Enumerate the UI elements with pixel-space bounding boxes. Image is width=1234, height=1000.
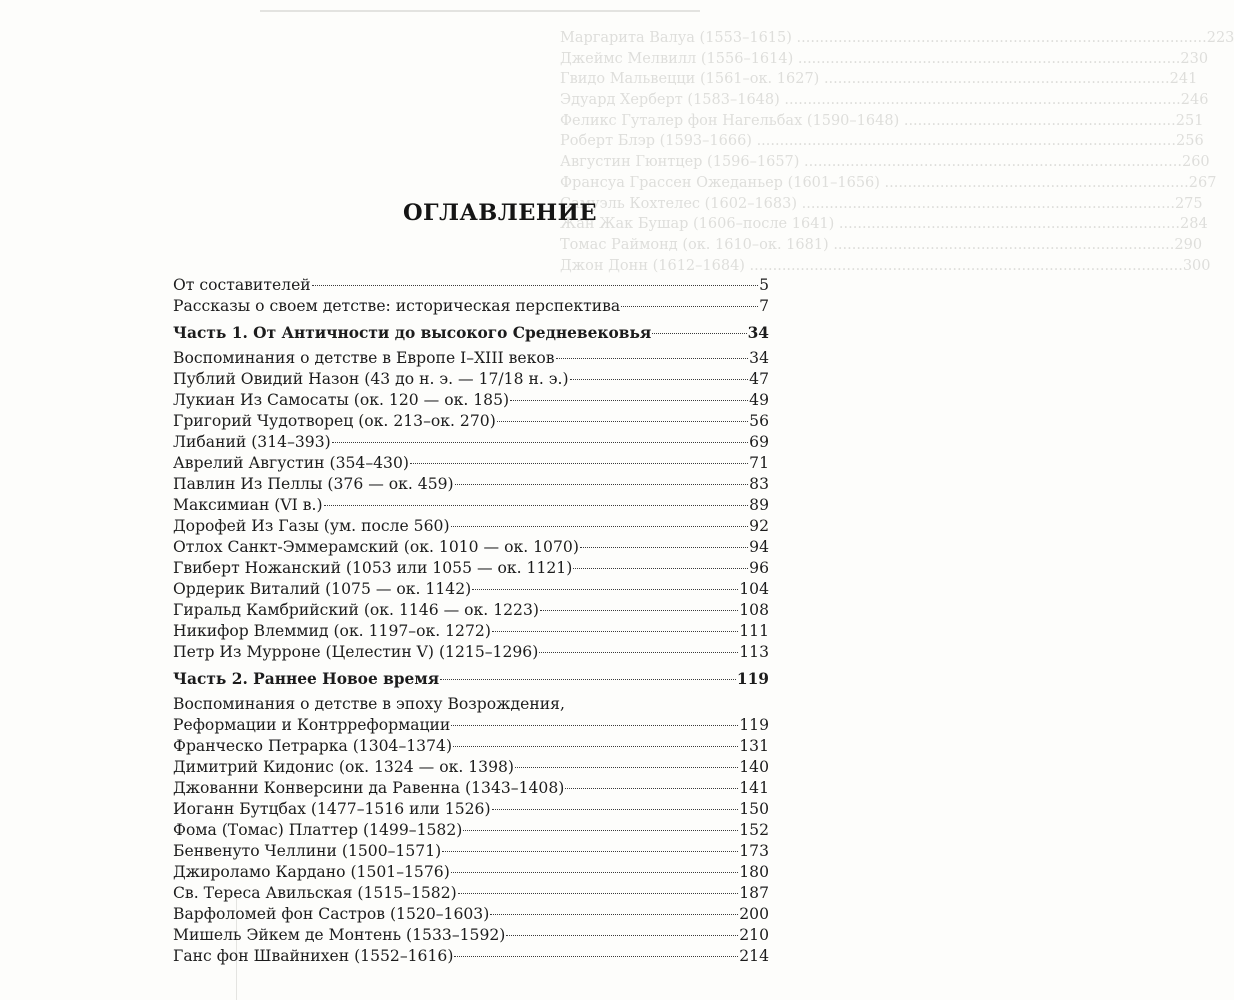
toc-entry[interactable] <box>173 348 769 369</box>
toc-page-number: 34 <box>749 349 769 367</box>
part-heading-title: Часть 1. От Античности до высокого Средневековья <box>173 324 652 342</box>
dot-leader <box>455 484 749 485</box>
toc-page-number: 113 <box>739 643 769 661</box>
toc-entry-intro-line2[interactable] <box>173 715 769 736</box>
dot-leader <box>506 935 738 936</box>
toc-page-number: 119 <box>736 670 769 688</box>
bleed-line: Франсуа Грассен Ожеданьер (1601–1656) ..................................................................267 <box>560 174 1217 191</box>
toc-entry-title: Павлин Из Пеллы (376 — ок. 459) <box>173 475 454 493</box>
toc-entry-title: Бенвенуто Челлини (1500–1571) <box>173 842 442 860</box>
dot-leader <box>463 830 738 831</box>
toc-entry-intro-line1[interactable] <box>173 694 769 715</box>
toc-entry-title: Мишель Эйкем де Монтень (1533–1592) <box>173 926 506 944</box>
dot-leader <box>451 725 738 726</box>
dot-leader <box>621 306 758 307</box>
toc-entry[interactable] <box>173 369 769 390</box>
dot-leader <box>442 851 738 852</box>
toc-page-number: 104 <box>739 580 769 598</box>
toc-page-number: 131 <box>739 737 769 755</box>
toc-page-number: 47 <box>749 370 769 388</box>
bleed-line: Жан Жак Бушар (1606–после 1641) ..........................................................................284 <box>560 216 1208 233</box>
toc-entry-title: Григорий Чудотворец (ок. 213–ок. 270) <box>173 412 496 430</box>
table-of-contents <box>173 275 769 967</box>
toc-page-number: 108 <box>739 601 769 619</box>
toc-page-number: 141 <box>739 779 769 797</box>
toc-entry-title: Джироламо Кардано (1501–1576) <box>173 863 450 881</box>
toc-entry-title: Реформации и Контрреформации <box>173 716 451 734</box>
toc-page-number: 71 <box>749 454 769 472</box>
bleed-line: Томас Раймонд (ок. 1610–ок. 1681) ..........................................................................290 <box>560 236 1203 253</box>
toc-page-number: 214 <box>739 947 769 965</box>
toc-entry[interactable] <box>173 736 769 757</box>
toc-entry-title: Димитрий Кидонис (ок. 1324 — ок. 1398) <box>173 758 515 776</box>
dot-leader <box>451 872 738 873</box>
bleed-line: Джон Донн (1612–1684) ..............................................................................................300 <box>560 257 1211 274</box>
toc-part-heading-1[interactable] <box>173 323 769 344</box>
dot-leader <box>652 333 746 334</box>
toc-entry[interactable] <box>173 862 769 883</box>
toc-entry-title: Воспоминания о детстве в Европе I–XIII веков <box>173 349 555 367</box>
toc-entry[interactable] <box>173 432 769 453</box>
toc-entry-title: Дорофей Из Газы (ум. после 560) <box>173 517 450 535</box>
toc-page-number: 94 <box>749 538 769 556</box>
dot-leader <box>451 526 749 527</box>
top-edge-shadow <box>260 10 700 12</box>
bleed-line: Маргарита Валуа (1553–1615) .........................................................................................223 <box>560 30 1234 46</box>
dot-leader <box>580 547 748 548</box>
dot-leader <box>453 746 738 747</box>
toc-page-number: 69 <box>749 433 769 451</box>
toc-entry[interactable] <box>173 474 769 495</box>
dot-leader <box>458 893 739 894</box>
toc-entry-title: Ордерик Виталий (1075 — ок. 1142) <box>173 580 472 598</box>
dot-leader <box>472 589 738 590</box>
toc-entry-title: Гвиберт Ножанский (1053 или 1055 — ок. 1121) <box>173 559 573 577</box>
toc-entry-title: Джованни Конверсини да Равенна (1343–1408) <box>173 779 565 797</box>
dot-leader <box>492 631 738 632</box>
dot-leader <box>497 421 748 422</box>
toc-page-number: 150 <box>739 800 769 818</box>
bleed-line: Гвидо Мальвецци (1561–ок. 1627) ...........................................................................241 <box>560 71 1198 88</box>
toc-page-number: 152 <box>739 821 769 839</box>
toc-entry[interactable] <box>173 453 769 474</box>
toc-entry[interactable] <box>173 495 769 516</box>
page-title: ОГЛАВЛЕНИЕ <box>402 200 598 226</box>
toc-entry-title: Ганс фон Швайнихен (1552–1616) <box>173 947 454 965</box>
dot-leader <box>312 285 758 286</box>
toc-entry-preface[interactable] <box>173 275 769 296</box>
toc-page-number: 173 <box>739 842 769 860</box>
toc-entry[interactable] <box>173 537 769 558</box>
toc-entry-title: Иоганн Бутцбах (1477–1516 или 1526) <box>173 800 491 818</box>
bleed-line: Феликс Гуталер фон Нагельбах (1590–1648) ...........................................................251 <box>560 112 1204 129</box>
toc-entry-title: Гиральд Камбрийский (ок. 1146 — ок. 1223) <box>173 601 539 619</box>
toc-entry[interactable] <box>173 778 769 799</box>
toc-entry-title: Аврелий Августин (354–430) <box>173 454 409 472</box>
toc-entry-title: От составителей <box>173 276 311 294</box>
dot-leader <box>565 788 738 789</box>
toc-entry[interactable] <box>173 600 769 621</box>
bleed-line: Роберт Блэр (1593–1666) ...........................................................................................256 <box>560 133 1204 150</box>
toc-entry[interactable] <box>173 946 769 967</box>
toc-entry-title: Отлох Санкт-Эммерамский (ок. 1010 — ок. 1070) <box>173 538 579 556</box>
toc-entry[interactable] <box>173 411 769 432</box>
toc-entry-title: Варфоломей фон Састров (1520–1603) <box>173 905 490 923</box>
bleed-line: Эдуард Херберт (1583–1648) ......................................................................................246 <box>560 92 1209 109</box>
dot-leader <box>556 358 749 359</box>
toc-page-number: 111 <box>739 622 769 640</box>
toc-entry[interactable] <box>173 883 769 904</box>
toc-page-number: 210 <box>739 926 769 944</box>
toc-entry[interactable] <box>173 579 769 600</box>
toc-page-number: 89 <box>749 496 769 514</box>
toc-entry-title: Фома (Томас) Платтер (1499–1582) <box>173 821 463 839</box>
toc-entry-title: Воспоминания о детстве в эпоху Возрождения, <box>173 695 565 713</box>
toc-entry[interactable] <box>173 558 769 579</box>
bleed-line: Августин Гюнтцер (1596–1657) ..................................................................................260 <box>560 154 1210 171</box>
toc-entry[interactable] <box>173 516 769 537</box>
toc-page-number: 49 <box>749 391 769 409</box>
toc-entry-title: Рассказы о своем детстве: историческая перспектива <box>173 297 621 315</box>
toc-entry-title: Франческо Петрарка (1304–1374) <box>173 737 453 755</box>
dot-leader <box>510 400 748 401</box>
toc-entry-title: Лукиан Из Самосаты (ок. 120 — ок. 185) <box>173 391 510 409</box>
bleed-through-text <box>560 28 1234 276</box>
bleed-line: Самуэль Кохтелес (1602–1683) .................................................................................275 <box>560 195 1203 212</box>
toc-page-number: 180 <box>739 863 769 881</box>
dot-leader <box>573 568 748 569</box>
dot-leader <box>492 809 739 810</box>
toc-entry[interactable] <box>173 757 769 778</box>
toc-part-heading-2[interactable] <box>173 669 769 690</box>
dot-leader <box>454 956 738 957</box>
toc-entry-title: Либаний (314–393) <box>173 433 331 451</box>
toc-entry-title: Публий Овидий Назон (43 до н. э. — 17/18 н. э.) <box>173 370 569 388</box>
toc-page-number: 83 <box>749 475 769 493</box>
toc-entry[interactable] <box>173 904 769 925</box>
dot-leader <box>490 914 738 915</box>
dot-leader <box>410 463 748 464</box>
toc-entry-introduction[interactable] <box>173 296 769 317</box>
toc-entry[interactable] <box>173 925 769 946</box>
dot-leader <box>440 679 736 680</box>
toc-entry-title: Петр Из Мурроне (Целестин V) (1215–1296) <box>173 643 539 661</box>
toc-page-number: 56 <box>749 412 769 430</box>
toc-page-number: 96 <box>749 559 769 577</box>
toc-entry[interactable] <box>173 799 769 820</box>
toc-entry-title: Никифор Влеммид (ок. 1197–ок. 1272) <box>173 622 491 640</box>
toc-page-number: 140 <box>739 758 769 776</box>
dot-leader <box>324 505 749 506</box>
toc-page-number: 92 <box>749 517 769 535</box>
toc-page-number: 5 <box>759 276 769 294</box>
bleed-line: Джеймс Мелвилл (1556–1614) ...................................................................................230 <box>560 50 1209 67</box>
toc-page-number: 34 <box>747 324 769 342</box>
dot-leader <box>539 652 738 653</box>
toc-page-number: 200 <box>739 905 769 923</box>
toc-page-number: 7 <box>759 297 769 315</box>
toc-entry[interactable] <box>173 642 769 663</box>
toc-page-number: 119 <box>739 716 769 734</box>
toc-entry[interactable] <box>173 841 769 862</box>
toc-entry[interactable] <box>173 621 769 642</box>
toc-entry[interactable] <box>173 390 769 411</box>
toc-entry[interactable] <box>173 820 769 841</box>
toc-entry-title: Максимиан (VI в.) <box>173 496 323 514</box>
toc-page-number: 187 <box>739 884 769 902</box>
dot-leader <box>540 610 738 611</box>
dot-leader <box>332 442 748 443</box>
dot-leader <box>570 379 749 380</box>
toc-entry-title: Св. Тереса Авильская (1515–1582) <box>173 884 457 902</box>
dot-leader <box>515 767 738 768</box>
part-heading-title: Часть 2. Раннее Новое время <box>173 670 440 688</box>
